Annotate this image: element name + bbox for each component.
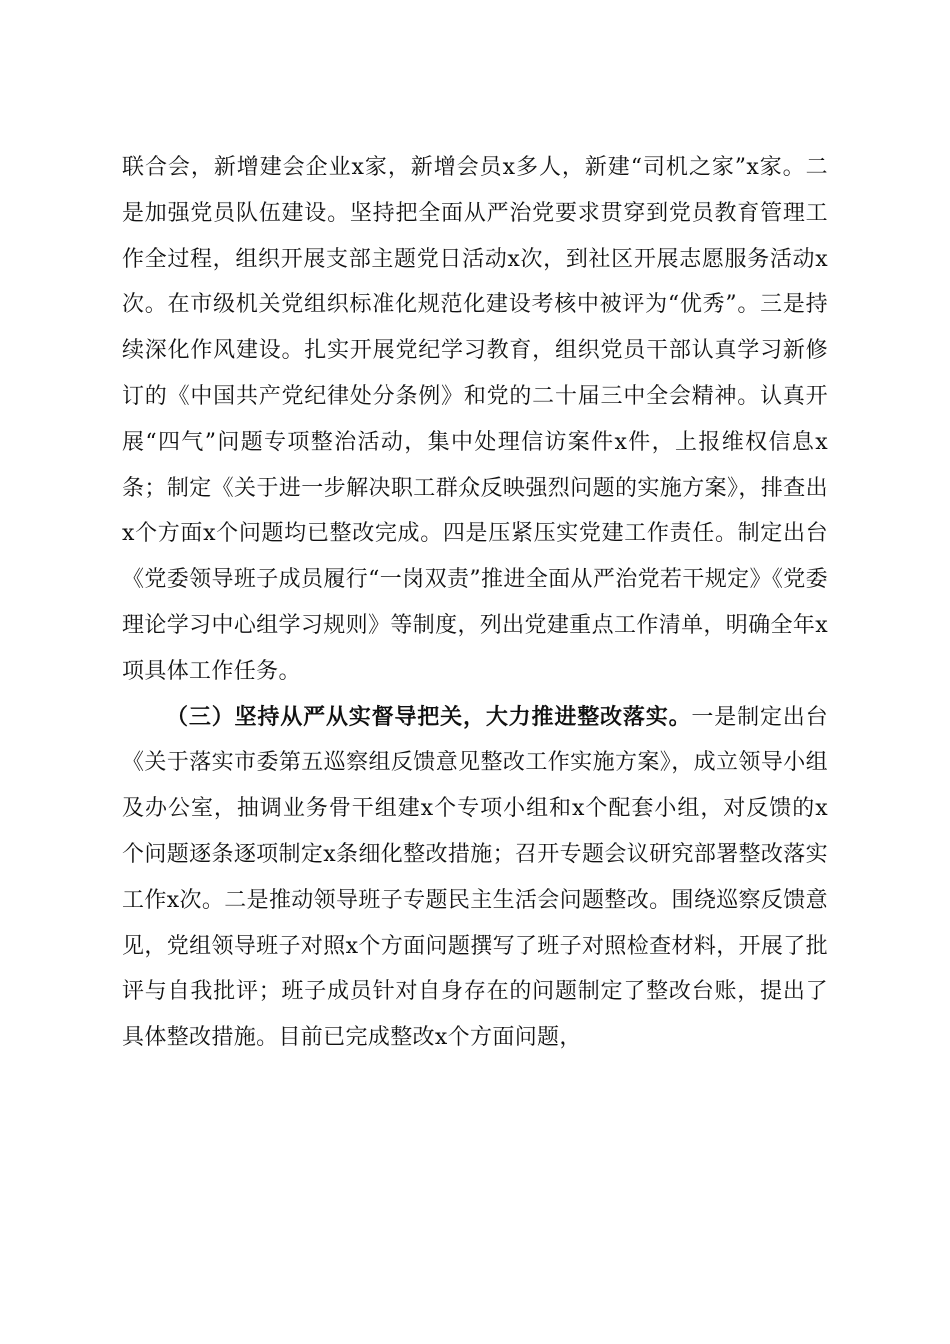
body-paragraph-2 bbox=[122, 695, 828, 1061]
section-heading-3: （三）坚持从严从实督导把关，大力推进整改落实。 bbox=[166, 703, 692, 730]
document-body bbox=[122, 145, 828, 1061]
paragraph-2-text: 一是制定出台《关于落实市委第五巡察组反馈意见整改工作实施方案》，成立领导小组及办公室，抽调业务骨干组建x个专项小组和x个配套小组，对反馈的x个问题逐条逐项制定x条细化整改措施；召开专题会议研究部署整改落实工作x次。二是推动领导班子专题民主生活会问题整改。围绕巡察反馈意见，党组领导班子对照x个方面问题撰写了班子对照检查材料，开展了批评与自我批评；班子成员针对自身存在的问题制定了整改台账，提出了具体整改措施。目前已完成整改x个方面问题， bbox=[122, 704, 828, 1051]
body-paragraph-1 bbox=[122, 145, 828, 695]
paragraph-1-text: 联合会，新增建会企业x家，新增会员x多人，新建“司机之家”x家。二是加强党员队伍建设。坚持把全面从严治党要求贯穿到党员教育管理工作全过程，组织开展支部主题党日活动x次，到社区开展志愿服务活动x次。在市级机关党组织标准化规范化建设考核中被评为“优秀”。三是持续深化作风建设。扎实开展党纪学习教育，组织党员干部认真学习新修订的《中国共产党纪律处分条例》和党的二十届三中全会精神。认真开展“四气”问题专项整治活动，集中处理信访案件x件，上报维权信息x条；制定《关于进一步解决职工群众反映强烈问题的实施方案》，排查出x个方面x个问题均已整改完成。四是压紧压实党建工作责任。制定出台《党委领导班子成员履行“一岗双责”推进全面从严治党若干规定》《党委理论学习中心组学习规则》等制度，列出党建重点工作清单，明确全年x项具体工作任务。 bbox=[122, 155, 828, 684]
